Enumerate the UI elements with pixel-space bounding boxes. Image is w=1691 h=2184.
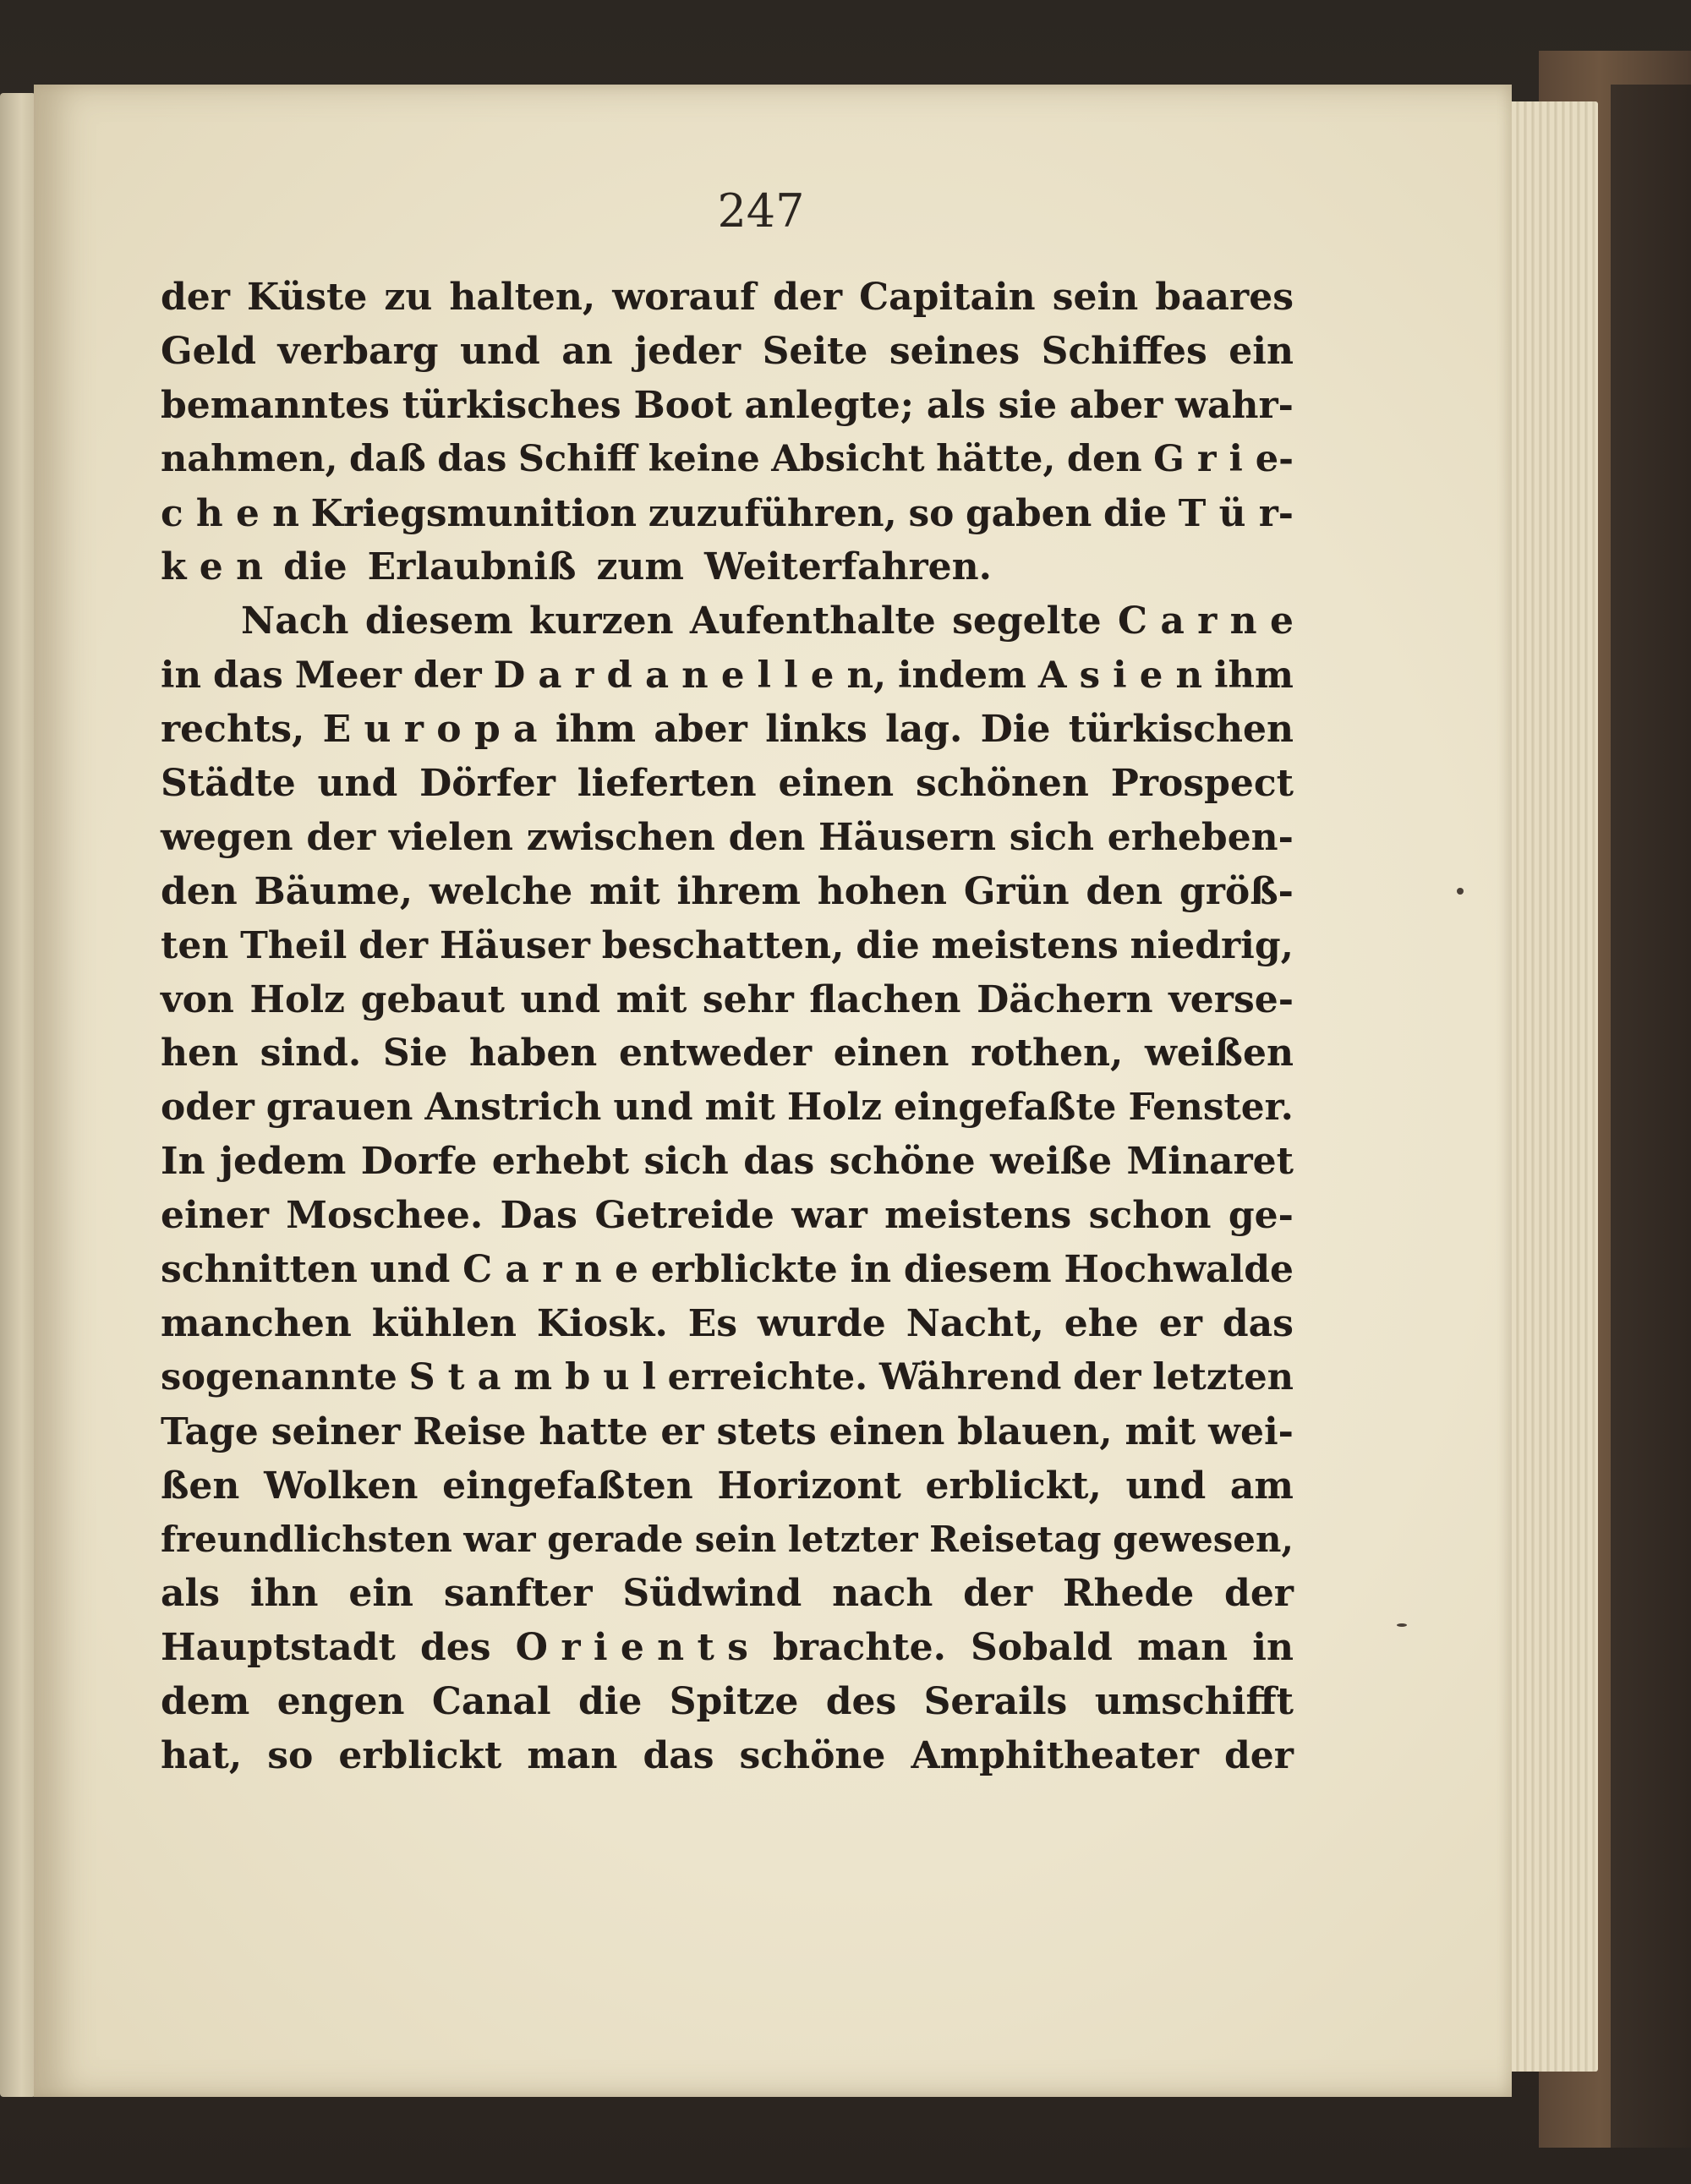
word: weiße bbox=[990, 1140, 1113, 1184]
word: mit bbox=[704, 1086, 775, 1130]
word: diesem bbox=[903, 1248, 1052, 1292]
word: niedrig, bbox=[1130, 923, 1294, 967]
word: schönen bbox=[916, 762, 1089, 806]
word: Rhede bbox=[1062, 1572, 1195, 1616]
text-line bbox=[161, 325, 1294, 379]
word: man bbox=[527, 1734, 618, 1778]
word: umschifft bbox=[1094, 1680, 1294, 1724]
word: C a r n e bbox=[462, 1248, 639, 1292]
word: k e n bbox=[161, 545, 264, 589]
text-line bbox=[161, 433, 1294, 487]
word: Tage bbox=[161, 1409, 259, 1453]
word: Nach bbox=[241, 599, 349, 643]
text-line bbox=[161, 757, 1294, 811]
word: manchen bbox=[161, 1301, 352, 1345]
word: hatte bbox=[539, 1409, 648, 1453]
word: der bbox=[1223, 1734, 1294, 1778]
word: türkischen bbox=[1068, 708, 1294, 752]
word: Capitain bbox=[859, 276, 1036, 319]
word: Kriegsmunition bbox=[310, 491, 638, 535]
word: des bbox=[420, 1626, 491, 1670]
word: baares bbox=[1155, 276, 1294, 319]
word: weißen bbox=[1144, 1032, 1294, 1076]
text-line bbox=[161, 1243, 1294, 1297]
text-line bbox=[161, 1459, 1294, 1513]
word: E u r o p a bbox=[322, 708, 538, 752]
word: Die bbox=[980, 708, 1051, 752]
word: sein bbox=[1052, 276, 1139, 319]
word: rechts, bbox=[161, 708, 305, 752]
word: einen bbox=[829, 1409, 945, 1453]
word: eingefaßte bbox=[894, 1086, 1117, 1130]
word: am bbox=[1229, 1464, 1294, 1508]
word: blauen, bbox=[957, 1409, 1113, 1453]
word: Häuser bbox=[439, 923, 590, 967]
word: Erlaubniß bbox=[367, 545, 577, 589]
word: gaben bbox=[965, 491, 1092, 535]
word: Theil bbox=[240, 923, 348, 967]
word: Wolken bbox=[264, 1464, 419, 1508]
word: den bbox=[161, 869, 238, 913]
word: verbarg bbox=[277, 329, 439, 373]
word: beschatten, bbox=[601, 923, 845, 967]
word: c h e n bbox=[161, 491, 299, 535]
word: aber bbox=[654, 708, 747, 752]
word: sein bbox=[694, 1519, 777, 1561]
text-line bbox=[161, 379, 1294, 433]
word: ten bbox=[161, 923, 229, 967]
word: Moschee. bbox=[286, 1194, 484, 1238]
word: Dorfe bbox=[360, 1140, 478, 1184]
word: Weiterfahren. bbox=[703, 545, 992, 589]
word: daß bbox=[349, 437, 426, 480]
word: sich bbox=[643, 1140, 729, 1184]
word: oder bbox=[161, 1086, 254, 1130]
word: in bbox=[850, 1248, 892, 1292]
word: und bbox=[460, 329, 540, 373]
word: Grün bbox=[963, 869, 1070, 913]
word: ge- bbox=[1228, 1194, 1294, 1238]
word: nahmen, bbox=[161, 437, 338, 480]
word: meistens bbox=[931, 923, 1119, 967]
word: hätte, bbox=[936, 437, 1056, 480]
word: Es bbox=[687, 1301, 738, 1345]
text-line bbox=[161, 1081, 1294, 1135]
word: grauen bbox=[265, 1086, 413, 1130]
word: gebaut bbox=[360, 977, 505, 1021]
word: stets bbox=[716, 1409, 817, 1453]
word: ihm bbox=[555, 708, 637, 752]
word: jeder bbox=[634, 329, 742, 373]
word: nach bbox=[832, 1572, 933, 1616]
word: welche bbox=[429, 869, 573, 913]
word: flachen bbox=[809, 977, 961, 1021]
word: dem bbox=[161, 1680, 250, 1724]
word: und bbox=[613, 1086, 693, 1130]
word: das bbox=[1222, 1301, 1294, 1345]
word: die bbox=[1103, 491, 1168, 535]
left-page-edge bbox=[0, 93, 36, 2097]
word: Dächern bbox=[977, 977, 1153, 1021]
page-number: 247 bbox=[717, 184, 805, 238]
word: Reisetag bbox=[929, 1519, 1102, 1561]
word: man bbox=[1137, 1626, 1229, 1670]
word: brachte. bbox=[773, 1626, 946, 1670]
page-stack-edge bbox=[1497, 101, 1598, 2072]
word: zu bbox=[384, 276, 433, 319]
word: In bbox=[161, 1140, 205, 1184]
word: erblickte bbox=[650, 1248, 838, 1292]
word: ehe bbox=[1064, 1301, 1139, 1345]
word: Hauptstadt bbox=[161, 1626, 396, 1670]
word: hat, bbox=[161, 1734, 243, 1778]
word: erreichte. bbox=[667, 1355, 868, 1399]
word: lag. bbox=[885, 708, 963, 752]
text-line bbox=[161, 649, 1294, 703]
text-line bbox=[161, 1026, 1294, 1081]
word: rothen, bbox=[971, 1032, 1124, 1076]
text-line bbox=[161, 540, 1294, 594]
word: war bbox=[791, 1194, 867, 1238]
word: der bbox=[358, 923, 429, 967]
word: erblickt, bbox=[925, 1464, 1102, 1508]
word: Getreide bbox=[594, 1194, 774, 1238]
word: das bbox=[437, 437, 507, 480]
word: den bbox=[1086, 869, 1163, 913]
word: als bbox=[926, 383, 986, 427]
word: und bbox=[317, 762, 398, 806]
ink-speck bbox=[1457, 888, 1464, 895]
word: war bbox=[463, 1519, 536, 1561]
word: engen bbox=[276, 1680, 405, 1724]
word: sogenannte bbox=[161, 1355, 397, 1399]
text-line bbox=[161, 1621, 1294, 1675]
word: Reise bbox=[413, 1409, 527, 1453]
text-line bbox=[161, 1405, 1294, 1459]
word: Holz bbox=[249, 977, 346, 1021]
word: sanfter bbox=[443, 1572, 593, 1616]
book-page bbox=[34, 85, 1512, 2097]
word: Sobald bbox=[971, 1626, 1113, 1670]
word: Hochwalde bbox=[1064, 1248, 1294, 1292]
word: Anstrich bbox=[424, 1086, 602, 1130]
word: kurzen bbox=[528, 599, 674, 643]
word: anlegte; bbox=[744, 383, 915, 427]
word: den bbox=[728, 815, 806, 859]
word: einen bbox=[833, 1032, 949, 1076]
word: Canal bbox=[431, 1680, 551, 1724]
text-line bbox=[161, 973, 1294, 1027]
word: Während bbox=[878, 1355, 1062, 1399]
word: Bäume, bbox=[254, 869, 413, 913]
word: aber bbox=[1069, 383, 1163, 427]
word: Nacht, bbox=[906, 1301, 1044, 1345]
word: türkisches bbox=[402, 383, 621, 427]
word: letzten bbox=[1152, 1355, 1294, 1399]
word: ein bbox=[348, 1572, 414, 1616]
word: kühlen bbox=[371, 1301, 517, 1345]
word: das bbox=[743, 1140, 815, 1184]
word: und bbox=[369, 1248, 451, 1292]
word: größ- bbox=[1179, 869, 1294, 913]
word: O r i e n t s bbox=[515, 1626, 748, 1670]
word: in bbox=[1252, 1626, 1294, 1670]
word: lieferten bbox=[577, 762, 757, 806]
word: das bbox=[212, 654, 283, 698]
word: entweder bbox=[618, 1032, 813, 1076]
word: Häusern bbox=[818, 815, 997, 859]
word: haben bbox=[469, 1032, 598, 1076]
word: ihn bbox=[249, 1572, 319, 1616]
word: hen bbox=[161, 1032, 238, 1076]
word: erblickt bbox=[338, 1734, 502, 1778]
word: er bbox=[1158, 1301, 1202, 1345]
word: an bbox=[561, 329, 613, 373]
word: wei- bbox=[1208, 1409, 1294, 1453]
word: sie bbox=[998, 383, 1058, 427]
word: seines bbox=[889, 329, 1021, 373]
word: T ü r- bbox=[1178, 491, 1294, 535]
word: sind. bbox=[260, 1032, 362, 1076]
word: ein bbox=[1229, 329, 1294, 373]
text-line bbox=[161, 1297, 1294, 1351]
word: Horizont bbox=[717, 1464, 901, 1508]
word: und bbox=[520, 977, 601, 1021]
word: zwischen bbox=[526, 815, 715, 859]
word: keine bbox=[648, 437, 760, 480]
word: Amphitheater bbox=[911, 1734, 1199, 1778]
word: so bbox=[908, 491, 955, 535]
word: wahr- bbox=[1175, 383, 1294, 427]
text-line bbox=[161, 1567, 1294, 1621]
word: Spitze bbox=[669, 1680, 799, 1724]
word: Seite bbox=[762, 329, 868, 373]
word: erheben- bbox=[1107, 815, 1294, 859]
word: den bbox=[1066, 437, 1142, 480]
word: Kiosk. bbox=[536, 1301, 668, 1345]
word: ihm bbox=[1213, 654, 1294, 698]
word: Küste bbox=[246, 276, 368, 319]
word: gewesen, bbox=[1113, 1519, 1294, 1561]
word: einen bbox=[778, 762, 895, 806]
word: verse- bbox=[1168, 977, 1294, 1021]
word: der bbox=[1224, 1572, 1294, 1616]
word: Südwind bbox=[622, 1572, 802, 1616]
text-line bbox=[161, 919, 1294, 973]
word: mit bbox=[589, 869, 660, 913]
word: vielen bbox=[389, 815, 513, 859]
word: Absicht bbox=[771, 437, 925, 480]
text-line bbox=[161, 811, 1294, 865]
word: jedem bbox=[220, 1140, 347, 1184]
text-line bbox=[161, 271, 1294, 325]
word: mit bbox=[1125, 1409, 1196, 1453]
word: D a r d a n e l l e n, bbox=[493, 654, 887, 698]
text-line bbox=[161, 594, 1294, 649]
text-line bbox=[161, 1675, 1294, 1729]
text-line bbox=[161, 487, 1294, 541]
word: die bbox=[283, 545, 348, 589]
word: Geld bbox=[161, 329, 257, 373]
word: A s i e n bbox=[1037, 654, 1203, 698]
word: das bbox=[643, 1734, 714, 1778]
word: schon bbox=[1088, 1194, 1212, 1238]
word: schöne bbox=[739, 1734, 886, 1778]
word: Minaret bbox=[1126, 1140, 1294, 1184]
word: wegen bbox=[161, 815, 293, 859]
word: in bbox=[161, 654, 202, 698]
word: Prospect bbox=[1110, 762, 1294, 806]
book-spine-shadow bbox=[1611, 85, 1691, 2148]
word: und bbox=[1125, 1464, 1207, 1508]
word: links bbox=[765, 708, 867, 752]
word: schöne bbox=[829, 1140, 976, 1184]
word: Aufenthalte bbox=[689, 599, 936, 643]
word: des bbox=[825, 1680, 897, 1724]
word: letzter bbox=[787, 1519, 918, 1561]
word: sehr bbox=[702, 977, 794, 1021]
word: Das bbox=[500, 1194, 577, 1238]
text-line bbox=[161, 1351, 1294, 1405]
text-line bbox=[161, 1729, 1294, 1783]
word: diesem bbox=[364, 599, 513, 643]
word: erhebt bbox=[491, 1140, 630, 1184]
word: ihrem bbox=[676, 869, 801, 913]
word: der bbox=[963, 1572, 1033, 1616]
ink-speck bbox=[1397, 1623, 1407, 1627]
word: C a r n e bbox=[1117, 599, 1294, 643]
text-line bbox=[161, 865, 1294, 919]
word: worauf bbox=[612, 276, 757, 319]
word: Dörfer bbox=[419, 762, 555, 806]
word: Sie bbox=[382, 1032, 448, 1076]
word: Schiff bbox=[517, 437, 638, 480]
word: Boot bbox=[633, 383, 732, 427]
word: so bbox=[267, 1734, 314, 1778]
text-line bbox=[161, 1135, 1294, 1189]
word: freundlichsten bbox=[161, 1519, 452, 1561]
word: die bbox=[856, 923, 920, 967]
word: die bbox=[577, 1680, 643, 1724]
word: der bbox=[413, 654, 482, 698]
word: der bbox=[161, 276, 230, 319]
word: meistens bbox=[884, 1194, 1072, 1238]
word: sich bbox=[1009, 815, 1095, 859]
word: G r i e- bbox=[1153, 437, 1294, 480]
word: seiner bbox=[271, 1409, 401, 1453]
text-line bbox=[161, 703, 1294, 757]
word: Serails bbox=[923, 1680, 1068, 1724]
word: eingefaßten bbox=[442, 1464, 693, 1508]
word: indem bbox=[898, 654, 1026, 698]
word: wurde bbox=[757, 1301, 886, 1345]
word: gerade bbox=[547, 1519, 684, 1561]
text-line bbox=[161, 1513, 1294, 1567]
word: schnitten bbox=[161, 1248, 358, 1292]
text-line bbox=[161, 1189, 1294, 1243]
word: segelte bbox=[952, 599, 1102, 643]
body-text bbox=[161, 271, 1294, 1783]
word: Schiffes bbox=[1041, 329, 1207, 373]
word: ßen bbox=[161, 1464, 240, 1508]
word: halten, bbox=[449, 276, 596, 319]
word: Holz bbox=[786, 1086, 882, 1130]
word: Meer bbox=[294, 654, 402, 698]
word: Fenster. bbox=[1128, 1086, 1294, 1130]
word: mit bbox=[616, 977, 687, 1021]
word: der bbox=[306, 815, 376, 859]
word: von bbox=[161, 977, 234, 1021]
word: bemanntes bbox=[161, 383, 390, 427]
word: hohen bbox=[817, 869, 948, 913]
word: Städte bbox=[161, 762, 296, 806]
word: zum bbox=[596, 545, 684, 589]
word: der bbox=[773, 276, 843, 319]
word: der bbox=[1073, 1355, 1141, 1399]
word: als bbox=[161, 1572, 220, 1616]
word: einer bbox=[161, 1194, 269, 1238]
word: er bbox=[660, 1409, 704, 1453]
word: S t a m b u l bbox=[408, 1355, 656, 1399]
word: zuzuführen, bbox=[648, 491, 897, 535]
